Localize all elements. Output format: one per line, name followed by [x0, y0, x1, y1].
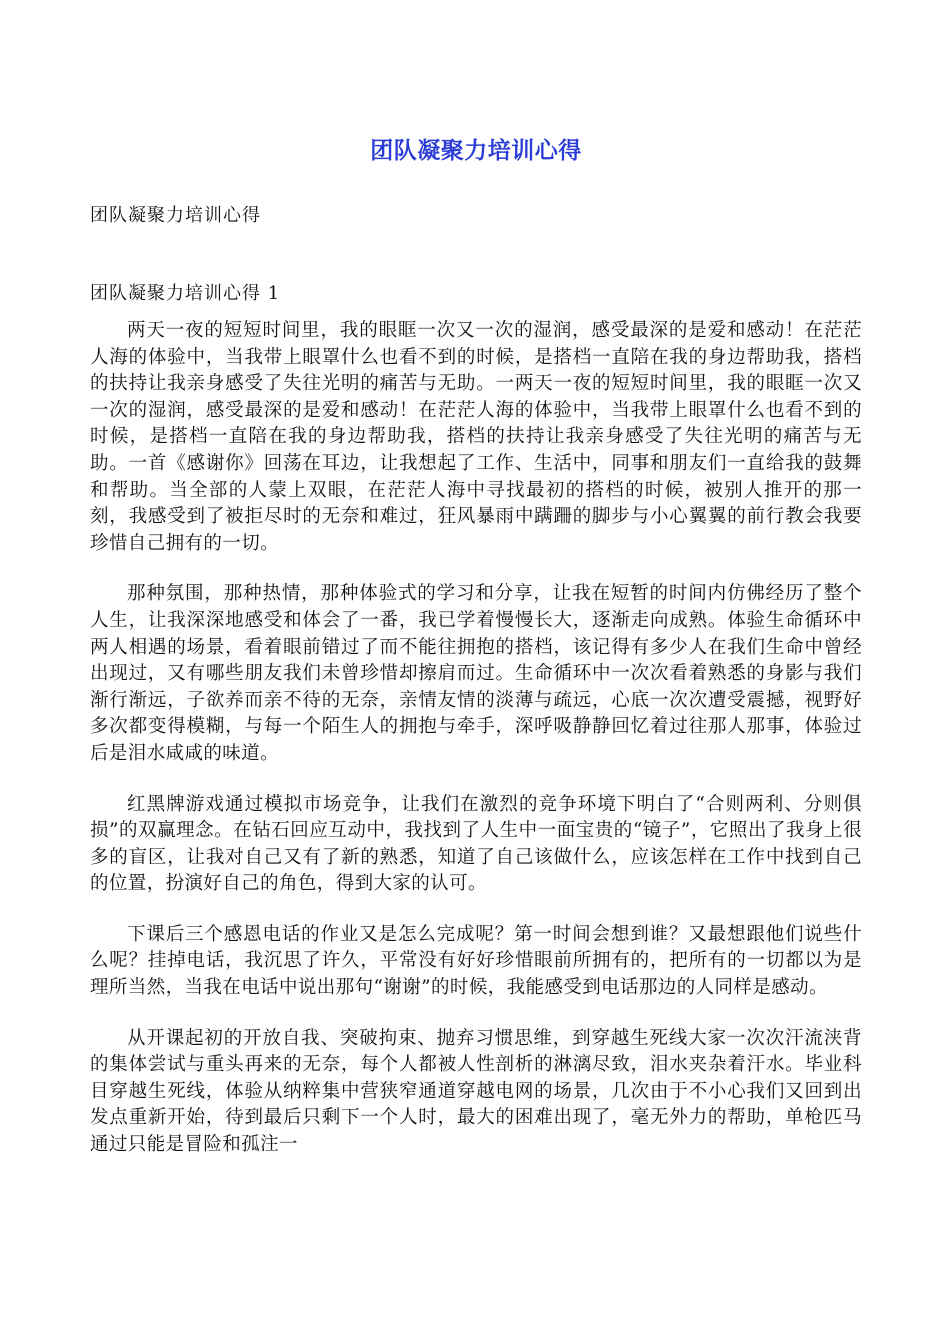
body-paragraph: 红黑牌游戏通过模拟市场竞争，让我们在激烈的竞争环境下明白了“合则两利、分则俱损”的双赢理念。在钻石回应互动中，我找到了人生中一面宝贵的“镜子”，它照出了我身上很多的盲区，让我对自己又有了新的熟悉，知道了自己该做什么，应该怎样在工作中找到自己的位置，扮演好自己的角色，得到大家的认可。 [90, 793, 862, 895]
body-paragraph: 那种氛围，那种热情，那种体验式的学习和分享，让我在短暂的时间内仿佛经历了整个人生，让我深深地感受和体会了一番，我已学着慢慢长大，逐渐走向成熟。体验生命循环中两人相遇的场景，看着眼前错过了而不能往拥抱的搭档，该记得有多少人在我们生命中曾经出现过，又有哪些朋友我们未曾珍惜却擦肩而过。生命循环中一次次看着熟悉的身影与我们渐行渐远，子欲养而亲不待的无奈，亲情友情的淡薄与疏远，心底一次次遭受震撼，视野好多次都变得模糊，与每一个陌生人的拥抱与牵手，深呼吸静静回忆着过往那人那事，体验过后是泪水咸咸的味道。 [90, 583, 862, 764]
document-subtitle: 团队凝聚力培训心得 [90, 205, 261, 226]
body-paragraph: 从开课起初的开放自我、突破拘束、抛弃习惯思维，到穿越生死线大家一次次汗流浃背的集体尝试与重头再来的无奈，每个人都被人性剖析的淋漓尽致，泪水夹杂着汗水。毕业科目穿越生死线，体验从纳粹集中营狭窄通道穿越电网的场景，几次由于不小心我们又回到出发点重新开始，待到最后只剩下一个人时，最大的困难出现了，毫无外力的帮助，单枪匹马通过只能是冒险和孤注一 [90, 1027, 862, 1156]
body-paragraph: 两天一夜的短短时间里，我的眼眶一次又一次的湿润，感受最深的是爱和感动！在茫茫人海的体验中，当我带上眼罩什么也看不到的时候，是搭档一直陪在我的身边帮助我，搭档的扶持让我亲身感受了失往光明的痛苦与无助。一两天一夜的短短时间里，我的眼眶一次又一次的湿润，感受最深的是爱和感动！在茫茫人海的体验中，当我带上眼罩什么也看不到的时候，是搭档一直陪在我的身边帮助我，搭档的扶持让我亲身感受了失往光明的痛苦与无助。一首《感谢你》回荡在耳边，让我想起了工作、生活中，同事和朋友们一直给我的鼓舞和帮助。当全部的人蒙上双眼，在茫茫人海中寻找最初的搭档的时候，被别人推开的那一刻，我感受到了被拒尽时的无奈和难过，狂风暴雨中蹒跚的脚步与小心翼翼的前行教会我要珍惜自己拥有的一切。 [90, 320, 862, 554]
body-paragraph: 下课后三个感恩电话的作业又是怎么完成呢？第一时间会想到谁？又最想跟他们说些什么呢？挂掉电话，我沉思了许久，平常没有好好珍惜眼前所拥有的，把所有的一切都以为是理所当然，当我在电话中说出那句“谢谢”的时候，我能感受到电话那边的人同样是感动。 [90, 923, 862, 999]
section-heading: 团队凝聚力培训心得 1 [90, 283, 281, 304]
document-body [90, 318, 862, 1159]
document-title: 团队凝聚力培训心得 [370, 138, 582, 164]
